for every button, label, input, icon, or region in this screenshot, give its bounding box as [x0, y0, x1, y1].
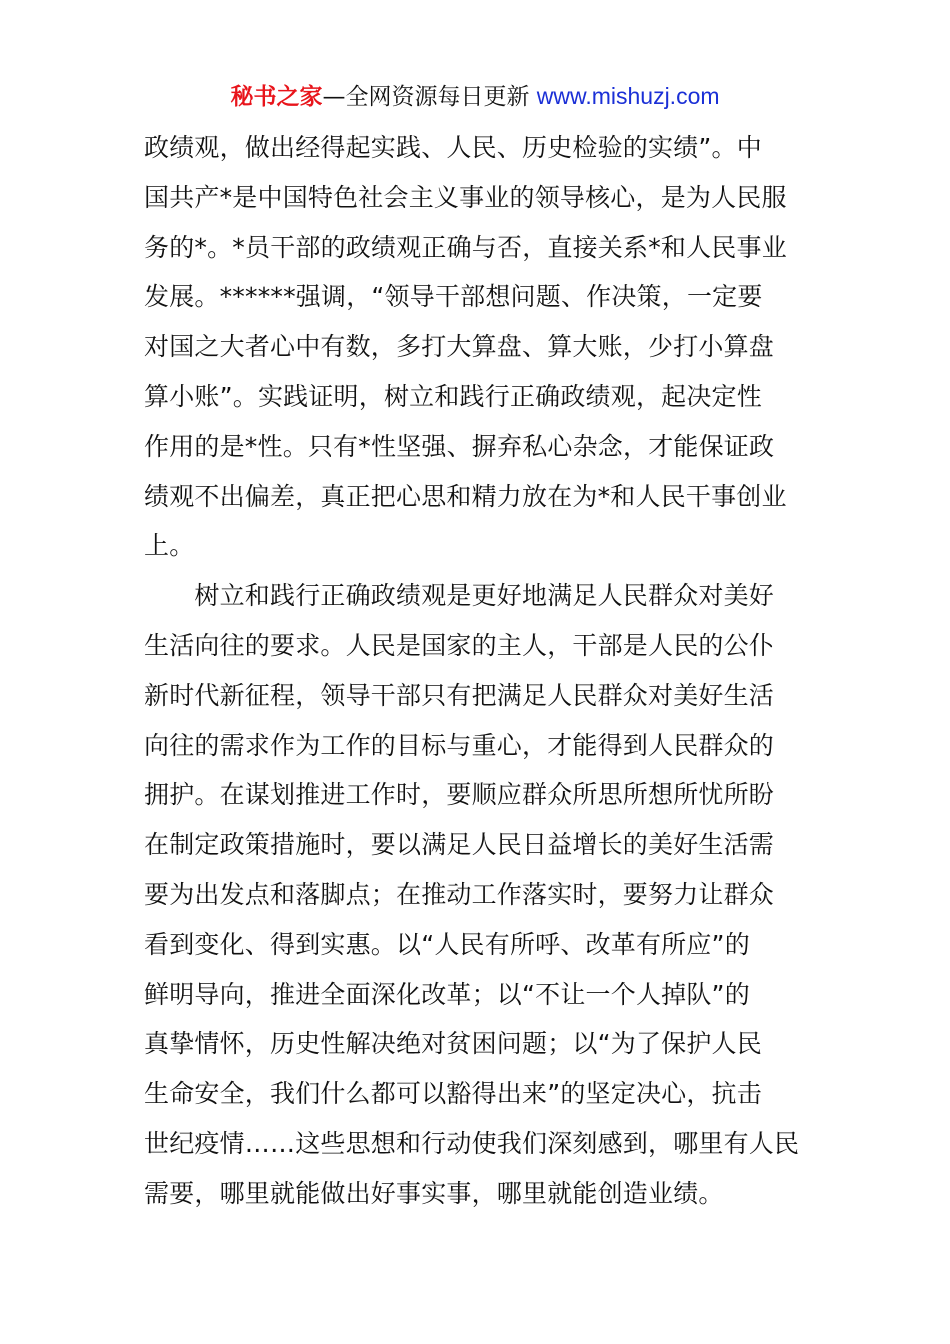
text-line: 发展。******强调，“领导干部想问题、作决策，一定要 — [144, 282, 763, 312]
text-line: 拥护。在谋划推进工作时，要顺应群众所思所想所忧所盼 — [144, 780, 775, 810]
text-line: 算小账”。实践证明，树立和践行正确政绩观，起决定性 — [144, 381, 762, 411]
document-body — [144, 123, 814, 1219]
site-tagline: —全网资源每日更新 — [322, 84, 537, 110]
text-line: 务的*。*员干部的政绩观正确与否，直接关系*和人民事业 — [144, 232, 787, 262]
text-line: 政绩观，做出经得起实践、人民、历史检验的实绩”。中 — [144, 133, 762, 162]
text-line: 国共产*是中国特色社会主义事业的领导核心，是为人民服 — [144, 182, 787, 212]
text-line: 真挚情怀，历史性解决绝对贫困问题；以“为了保护人民 — [144, 1029, 762, 1059]
site-brand: 秘书之家 — [230, 84, 323, 110]
text-line: 要为出发点和落脚点；在推动工作落实时，要努力让群众 — [144, 879, 775, 909]
text-line: 需要，哪里就能做出好事实事，哪里就能创造业绩。 — [144, 1178, 724, 1208]
text-line: 绩观不出偏差，真正把心思和精力放在为*和人民干事创业 — [144, 481, 787, 511]
text-line: 生活向往的要求。人民是国家的主人，干部是人民的公仆 — [144, 630, 775, 660]
text-line: 对国之大者心中有数，多打大算盘、算大账，少打小算盘 — [144, 332, 775, 362]
text-line: 新时代新征程，领导干部只有把满足人民群众对美好生活 — [144, 680, 775, 710]
paragraph-start-line: 树立和践行正确政绩观是更好地满足人民群众对美好 — [144, 581, 775, 611]
text-line: 上。 — [144, 531, 195, 561]
site-header — [0, 80, 950, 113]
text-line: 向往的需求作为工作的目标与重心，才能得到人民群众的 — [144, 730, 775, 760]
text-line: 鲜明导向，推进全面深化改革；以“不让一个人掉队”的 — [144, 979, 750, 1009]
text-line: 生命安全，我们什么都可以豁得出来”的坚定决心，抗击 — [144, 1079, 762, 1109]
text-line: 在制定政策措施时，要以满足人民日益增长的美好生活需 — [144, 830, 775, 860]
text-line: 世纪疫情……这些思想和行动使我们深刻感到，哪里有人民 — [144, 1128, 800, 1158]
text-line: 看到变化、得到实惠。以“人民有所呼、改革有所应”的 — [144, 929, 750, 959]
text-line: 作用的是*性。只有*性坚强、摒弃私心杂念，才能保证政 — [144, 431, 775, 461]
site-url-link[interactable]: www.mishuzj.com — [536, 83, 720, 109]
